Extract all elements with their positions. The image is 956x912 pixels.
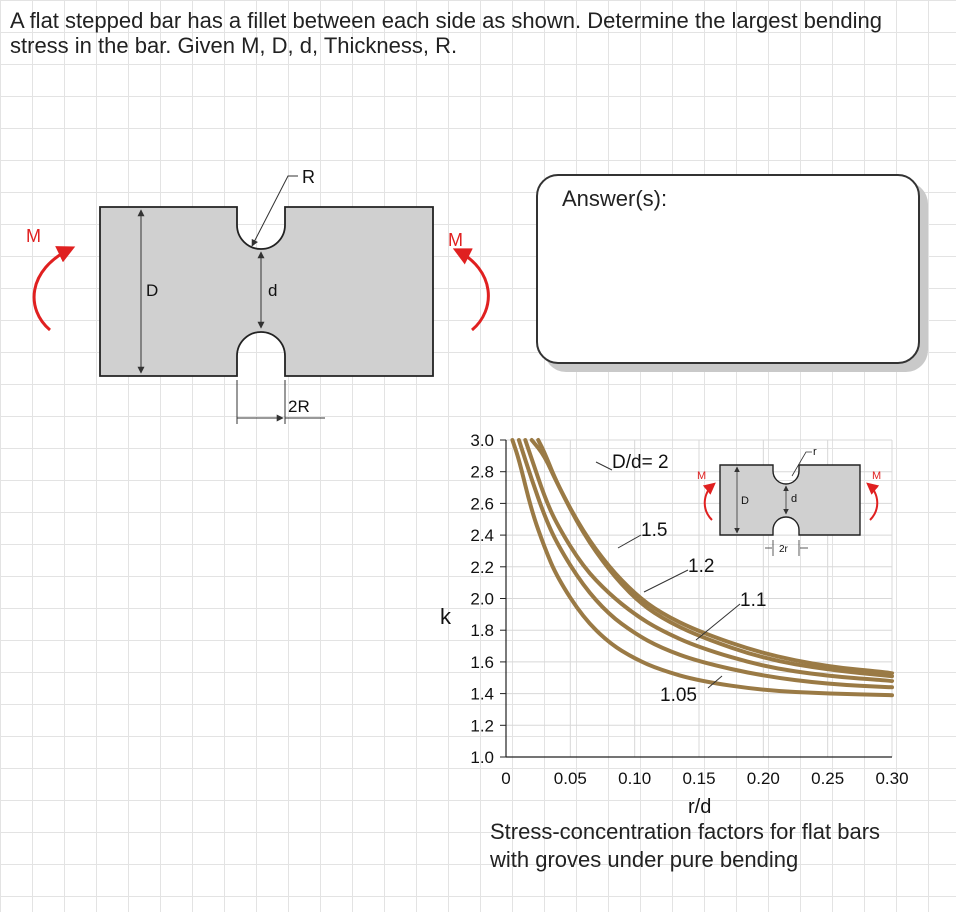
x-tick-label: 0.25 <box>811 769 845 788</box>
inset-moment-right <box>868 484 877 520</box>
label-2R: 2R <box>288 397 310 416</box>
stress-concentration-chart <box>430 425 930 820</box>
label-R: R <box>302 167 315 187</box>
y-tick-label: 1.8 <box>470 621 494 641</box>
x-tick-label: 0.30 <box>875 769 909 788</box>
answer-label: Answer(s): <box>562 186 668 211</box>
curve-label-1.1: 1.1 <box>740 590 767 611</box>
x-tick-labels <box>501 769 908 788</box>
moment-label-left: M <box>26 226 41 246</box>
answer-box[interactable] <box>536 174 920 364</box>
x-tick-label: 0.20 <box>746 769 780 788</box>
moment-arrow-right <box>456 250 488 330</box>
y-tick-label: 1.2 <box>470 716 494 736</box>
x-tick-label: 0.15 <box>682 769 716 788</box>
y-tick-label: 2.0 <box>470 589 494 609</box>
chart-caption: Stress-concentration factors for flat bars with groves under pure bending <box>490 819 881 872</box>
svg-text:r: r <box>813 446 817 458</box>
curve-label-1.05: 1.05 <box>660 685 697 706</box>
svg-text:M: M <box>872 470 882 482</box>
inset-figure <box>697 446 881 556</box>
label-d: d <box>268 281 278 300</box>
curve-label-1.2: 1.2 <box>688 556 715 577</box>
y-tick-label: 2.4 <box>470 526 494 546</box>
x-tick-label: 0.10 <box>618 769 652 788</box>
problem-statement: A flat stepped bar has a fillet between each side as shown. Determine the largest bending stress in the bar. Given M, D, d, Thickness, R. <box>10 8 882 58</box>
y-tick-label: 1.0 <box>470 748 494 767</box>
x-tick-label: 0 <box>501 769 511 788</box>
curve-label-2: D/d= 2 <box>612 452 669 473</box>
x-axis-label: r/d <box>688 796 712 818</box>
curve-label-1.5: 1.5 <box>641 520 668 541</box>
svg-text:D: D <box>741 495 749 507</box>
moment-arrow-left <box>34 248 72 330</box>
y-tick-label: 1.4 <box>470 684 494 704</box>
x-tick-label: 0.05 <box>553 769 587 788</box>
svg-text:M: M <box>697 470 707 482</box>
moment-label-right: M <box>448 230 463 250</box>
svg-text:2r: 2r <box>779 544 788 555</box>
svg-text:d: d <box>791 493 798 505</box>
y-tick-labels <box>470 431 494 767</box>
label-D: D <box>146 281 159 300</box>
y-tick-label: 1.6 <box>470 652 494 672</box>
y-axis-label: k <box>440 604 451 629</box>
y-tick-label: 3.0 <box>470 431 494 450</box>
y-tick-label: 2.2 <box>470 557 494 577</box>
y-tick-label: 2.8 <box>470 462 494 482</box>
y-tick-label: 2.6 <box>470 494 494 514</box>
bar-diagram <box>0 150 520 440</box>
inset-moment-left <box>705 484 714 520</box>
